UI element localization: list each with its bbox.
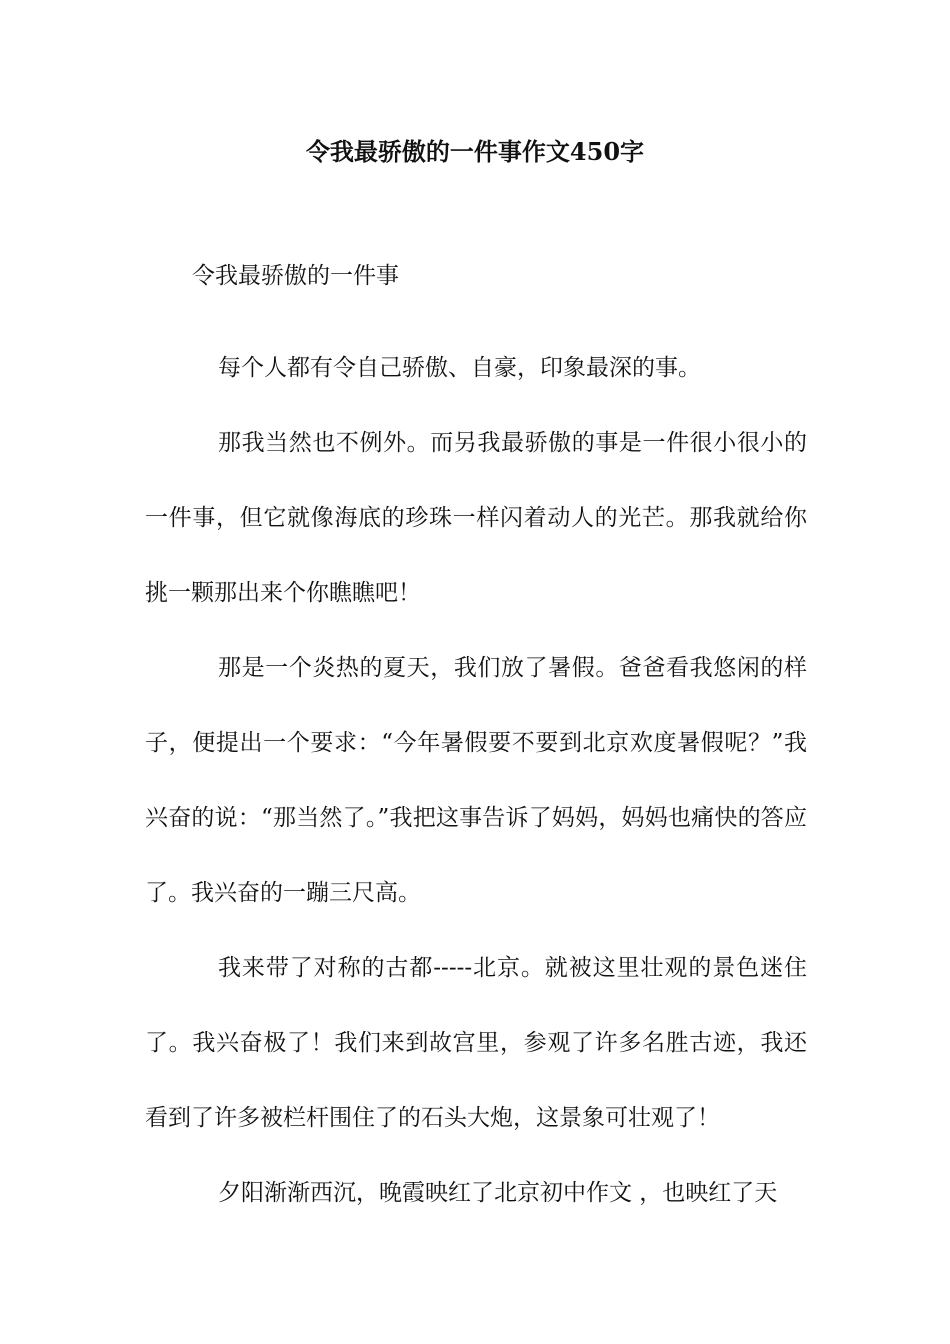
- paragraph: 夕阳渐渐西沉，晚霞映红了北京初中作文 ，也映红了天: [218, 1180, 778, 1206]
- document-body: [145, 331, 807, 1231]
- document-title: 令我最骄傲的一件事作文450字: [305, 137, 645, 166]
- paragraph: 那我当然也不例外。而另我最骄傲的事是一件很小很小的一件事，但它就像海底的珍珠一样闪着动人的光芒。那我就给你挑一颗那出来个你瞧瞧吧！: [145, 430, 807, 606]
- paragraph: 那是一个炎热的夏天，我们放了暑假。爸爸看我悠闲的样子，便提出一个要求：“今年暑假要不要到北京欢度暑假呢？”我兴奋的说：“那当然了。”我把这事告诉了妈妈，妈妈也痛快的答应了。我兴奋的一蹦三尺高。: [145, 655, 807, 906]
- paragraph: 我来带了对称的古都-----北京。就被这里壮观的景色迷住了。我兴奋极了！我们来到故宫里，参观了许多名胜古迹，我还看到了许多被栏杆围住了的石头大炮，这景象可壮观了！: [145, 955, 807, 1131]
- paragraph: 每个人都有令自己骄傲、自豪，印象最深的事。: [218, 355, 701, 381]
- document-subtitle: 令我最骄傲的一件事: [192, 263, 399, 289]
